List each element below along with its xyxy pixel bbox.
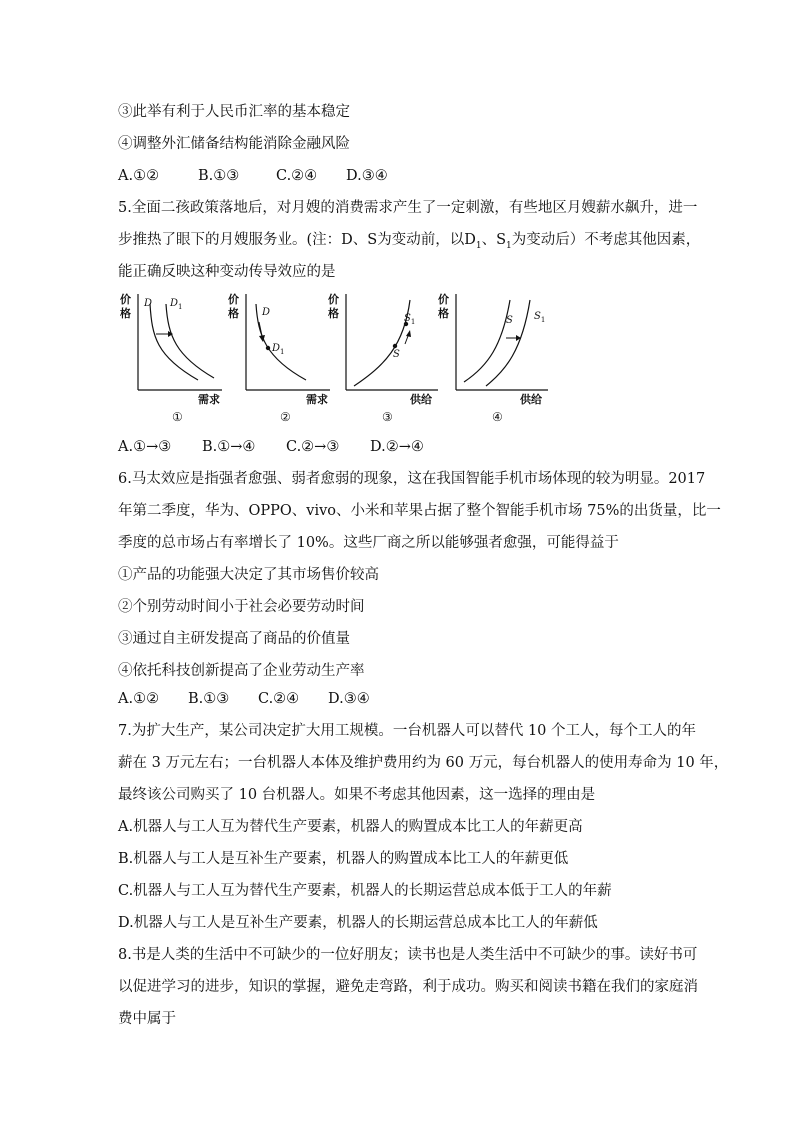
q6-item-2: ②个别劳动时间小于社会必要劳动时间 [118,599,365,615]
diagram-4 [438,286,559,426]
q4-option-b[interactable]: B.①③ [198,168,240,184]
q8-stem-line-1: 8.书是人类的生活中不可缺少的一位好朋友；读书也是人类生活中不可缺少的事。读好书可 [118,947,698,963]
diagram-number: ① [172,410,183,424]
y-label-2: 格 [328,307,339,320]
y-label-2: 格 [120,307,131,320]
x-label: 需求 [198,393,220,406]
q8-stem-line-3: 费中属于 [118,1011,176,1027]
q6-option-b[interactable]: B.①③ [188,691,230,707]
y-label-1: 价 [228,293,239,306]
q5-stem-2d: 1 [506,240,512,251]
q7-option-d[interactable]: D.机器人与工人是互补生产要素，机器人的长期运营总成本比工人的年薪低 [118,915,598,931]
statement-4: ④调整外汇储备结构能消除金融风险 [118,136,350,152]
q6-item-1: ①产品的功能强大决定了其市场售价较高 [118,567,379,583]
q6-option-c[interactable]: C.②④ [258,691,300,707]
curve-label-s: S [506,315,513,326]
q5-stem-2a: 步推热了眼下的月嫂服务业。(注：D、S为变动前，以D [118,232,476,248]
q5-option-b[interactable]: B.①→④ [202,439,256,455]
y-label-1: 价 [328,293,339,306]
y-label-1: 价 [438,293,449,306]
y-label-2: 格 [228,307,239,320]
demand-curve-d1 [166,304,214,378]
curve-label-d: D [262,307,271,318]
curve-label-d: D [144,298,153,309]
q5-option-d[interactable]: D.②→④ [370,439,424,455]
y-label-2: 格 [438,307,449,320]
q6-options [118,689,370,709]
curve-label-d1: $D_1$ [272,343,285,356]
diagram-3 [328,286,449,426]
q7-stem-line-1: 7.为扩大生产，某公司决定扩大用工规模。一台机器人可以替代 10 个工人，每个工人的年 [118,723,696,739]
demand-curve-d [150,304,198,380]
q7-stem-line-3: 最终该公司购买了 10 台机器人。如果不考虑其他因素，这一选择的理由是 [118,787,596,803]
q5-options [118,437,424,457]
q5-option-c[interactable]: C.②→③ [286,439,340,455]
q7-stem-line-2: 薪在 3 万元左右；一台机器人本体及维护费用约为 60 万元，每台机器人的使用寿命为 10 年， [118,755,729,771]
q6-option-d[interactable]: D.③④ [328,691,370,707]
q4-option-a[interactable]: A.①② [118,168,160,184]
q5-stem-2e: 为变动后）不考虑其他因素， [511,232,701,248]
q5-diagrams [118,286,678,426]
curve-label-s1: $S_1$ [404,313,416,326]
diagram-number: ③ [382,410,393,424]
q5-stem-2b: 1 [475,240,482,251]
q7-option-c[interactable]: C.机器人与工人互为替代生产要素，机器人的长期运营总成本低于工人的年薪 [118,883,612,899]
q6-item-4: ④依托科技创新提高了企业劳动生产率 [118,663,365,679]
q5-option-a[interactable]: A.①→③ [118,439,172,455]
q5-stem-line-3: 能正确反映这种变动传导效应的是 [118,264,336,280]
statement-3: ③此举有利于人民币汇率的基本稳定 [118,104,350,120]
q6-stem-line-2: 年第二季度，华为、OPPO、vivo、小米和苹果占据了整个智能手机市场 75%的出货量，比一 [118,503,721,519]
q4-option-d[interactable]: D.③④ [346,168,388,184]
q4-option-c[interactable]: C.②④ [276,168,318,184]
up-arrow-icon [406,330,411,337]
diagram-2 [226,286,341,426]
q7-option-b[interactable]: B.机器人与工人是互补生产要素，机器人的购置成本比工人的年薪更低 [118,851,569,867]
q5-stem-2c: 、S [481,232,507,248]
x-label: 供给 [410,393,432,406]
curve-label-s1: $S_1$ [534,311,546,324]
point-s [393,344,397,348]
q7-option-a[interactable]: A.机器人与工人互为替代生产要素，机器人的购置成本比工人的年薪更高 [118,819,583,835]
curve-label-s: S [393,349,400,360]
q8-stem-line-2: 以促进学习的进步，知识的掌握，避免走弯路，利于成功。购买和阅读书籍在我们的家庭消 [118,979,698,995]
point-d1 [266,346,270,350]
q6-option-a[interactable]: A.①② [118,691,160,707]
x-label: 供给 [520,393,542,406]
y-label-1: 价 [120,293,131,306]
q6-stem-line-3: 季度的总市场占有率增长了 10%。这些厂商之所以能够强者愈强，可能得益于 [118,535,619,551]
supply-curve [354,300,410,386]
x-label: 需求 [306,393,328,406]
diagram-number: ④ [492,410,503,424]
diagram-1 [118,286,233,426]
q6-stem-line-1: 6.马太效应是指强者愈强、弱者愈弱的现象，这在我国智能手机市场体现的较为明显。2017 [118,471,706,487]
q5-stem-line-1: 5.全面二孩政策落地后，对月嫂的消费需求产生了一定刺激，有些地区月嫂薪水飙升，进一 [118,200,698,216]
q4-options [118,166,388,186]
q5-stem-line-2 [118,230,700,256]
diagram-number: ② [280,410,291,424]
q6-item-3: ③通过自主研发提高了商品的价值量 [118,631,350,647]
curve-label-d1: $D_1$ [170,298,183,311]
